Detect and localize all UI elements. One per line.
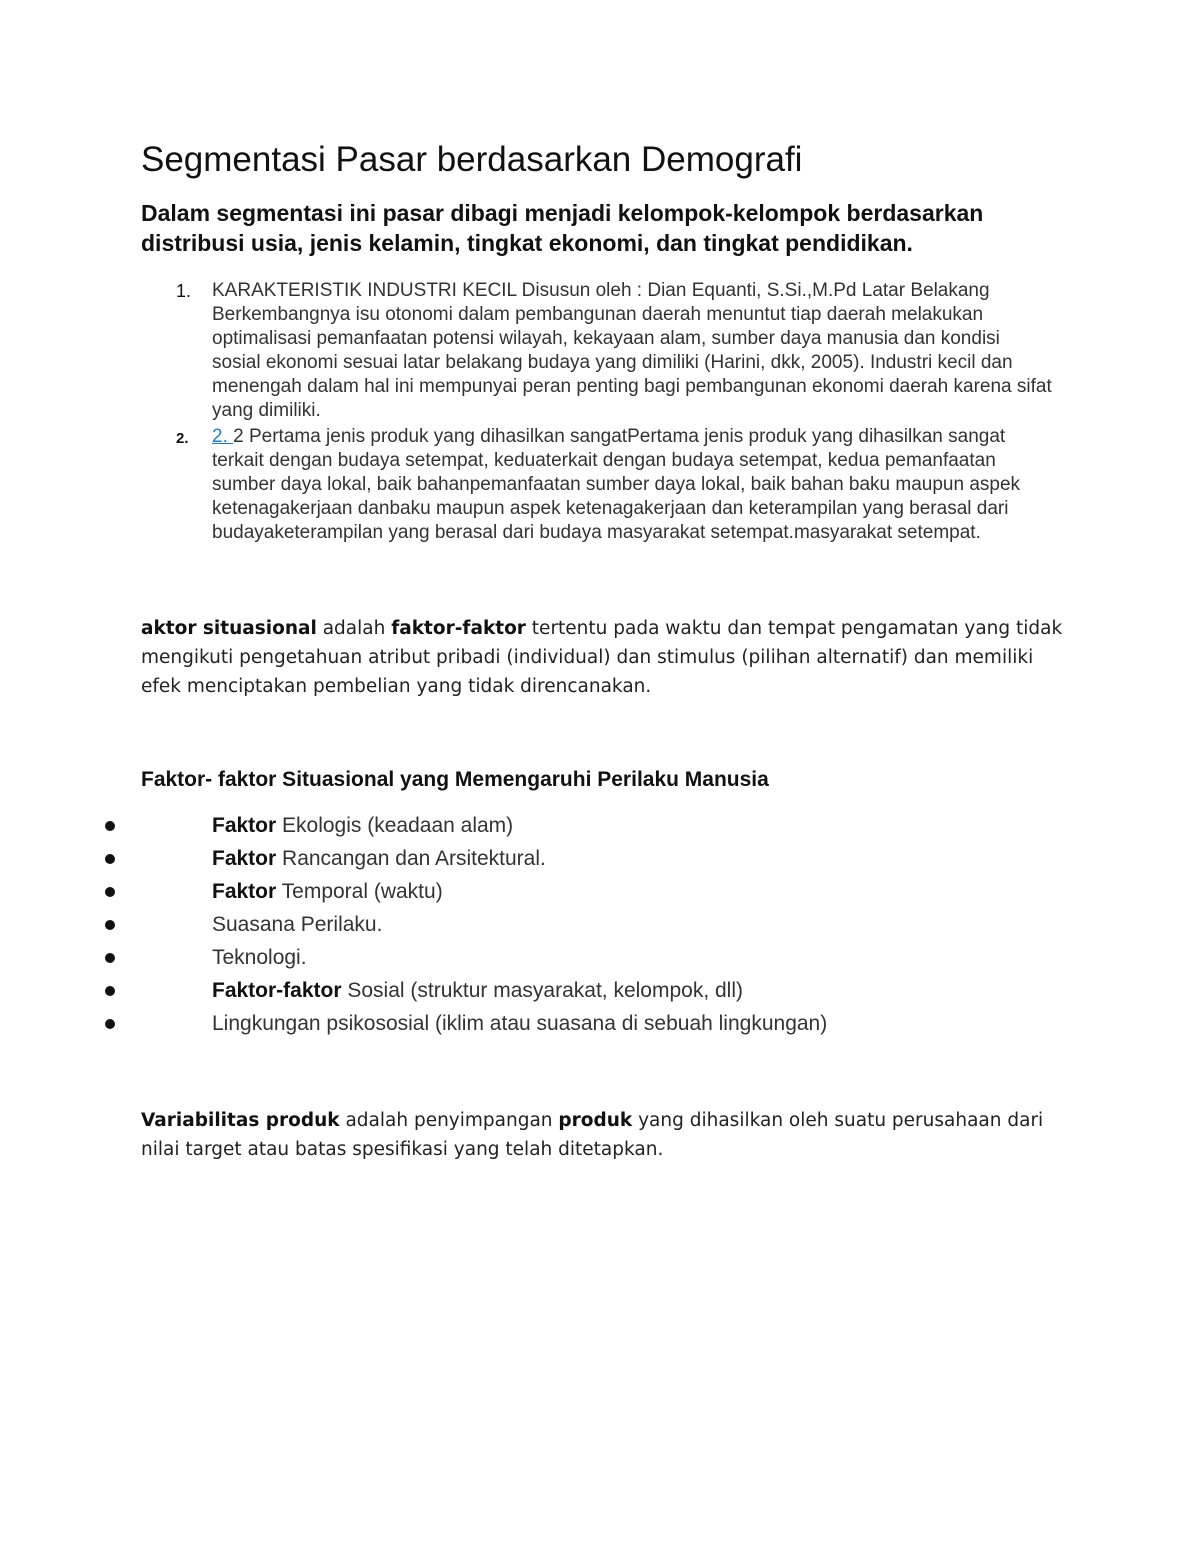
bullet-item	[0, 977, 1200, 1010]
intro-paragraph: Dalam segmentasi ini pasar dibagi menjadi kelompok-kelompok berdasarkan distribusi usia, jenis kelamin, tingkat ekonomi, dan tingkat pendidikan.	[141, 200, 984, 256]
bullet-text: Temporal (waktu)	[276, 880, 443, 903]
bullet-text: Sosial (struktur masyarakat, kelompok, dll)	[341, 979, 743, 1002]
list-item-text: 2 Pertama jenis produk yang dihasilkan sangatPertama jenis produk yang dihasilkan sangat terkait dengan budaya setempat, keduaterkait dengan budaya setempat, kedua pemanfaatan sumber daya lokal, baik bahanpemanfaatan sumber daya lokal, baik bahan baku maupun aspek ketenagakerjaan danbaku maupun aspek ketenagakerjaan dan keterampilan yang berasal dari budayaketerampilan yang berasal dari budaya masyarakat setempat.masyarakat setempat.	[212, 426, 1021, 543]
bullet-item	[0, 812, 1200, 845]
bullet-text: Ekologis (keadaan alam)	[276, 814, 514, 837]
paragraph-text: adalah penyimpangan	[339, 1110, 559, 1131]
paragraph-text: adalah	[316, 618, 392, 639]
bullet-icon	[105, 920, 115, 930]
bullet-text: Suasana Perilaku.	[212, 913, 383, 936]
reference-link[interactable]: 2.	[212, 426, 234, 447]
bullet-item	[0, 878, 1200, 911]
list-number: 2.	[176, 430, 189, 447]
bullet-item	[0, 911, 1200, 944]
bullet-item	[0, 944, 1200, 977]
term-bold: aktor situasional	[141, 618, 317, 639]
bullet-bold: Faktor	[212, 847, 277, 870]
bullet-icon	[105, 953, 115, 963]
bullet-list	[0, 812, 1200, 1043]
paragraph-text: yang dihasilkan oleh suatu perusahaan dari nilai target atau batas spesifikasi yang telah ditetapkan.	[141, 1110, 1044, 1160]
list-item-text: KARAKTERISTIK INDUSTRI KECIL Disusun oleh : Dian Equanti, S.Si.,M.Pd Latar Belakang Berkembangnya isu otonomi dalam pembangunan daerah menuntut tiap daerah melakukan optimalisasi pemanfaatan potensi wilayah, kekayaan alam, sumber daya manusia dan kondisi sosial ekonomi sesuai latar belakang budaya yang dimiliki (Harini, dkk, 2005). Industri kecil dan menengah dalam hal ini mempunyai peran penting bagi pembangunan ekonomi daerah karena sifat yang dimiliki.	[212, 280, 1052, 421]
paragraph-text: tertentu pada waktu dan tempat pengamatan yang tidak mengikuti pengetahuan atribut pribadi (individual) dan stimulus (pilihan alternatif) dan memiliki efek menciptakan pembelian yang tidak direncanakan.	[141, 618, 1063, 697]
page-title: Segmentasi Pasar berdasarkan Demografi	[141, 140, 803, 179]
term-bold: faktor-faktor	[391, 618, 526, 639]
product-variability-paragraph	[141, 1106, 1071, 1164]
bullet-icon	[105, 1019, 115, 1029]
term-bold: Variabilitas produk	[141, 1110, 340, 1131]
bullet-icon	[105, 821, 115, 831]
bullet-text: Lingkungan psikososial (iklim atau suasana di sebuah lingkungan)	[212, 1012, 828, 1035]
bullet-icon	[105, 854, 115, 864]
list-item	[0, 425, 1052, 545]
bullet-bold: Faktor	[212, 880, 277, 903]
list-number: 1.	[176, 281, 192, 301]
bullet-bold: Faktor-faktor	[212, 979, 342, 1002]
list-item	[0, 279, 1052, 423]
bullet-icon	[105, 986, 115, 996]
bullet-item	[0, 1010, 1200, 1043]
bullet-item	[0, 845, 1200, 878]
bullet-text: Teknologi.	[212, 946, 307, 969]
section-heading: Faktor- faktor Situasional yang Memengaruhi Perilaku Manusia	[141, 768, 769, 791]
bullet-bold: Faktor	[212, 814, 277, 837]
bullet-text: Rancangan dan Arsitektural.	[276, 847, 546, 870]
term-bold: produk	[558, 1110, 633, 1131]
bullet-icon	[105, 887, 115, 897]
numbered-list	[0, 279, 1200, 545]
situational-factor-paragraph	[141, 614, 1071, 701]
